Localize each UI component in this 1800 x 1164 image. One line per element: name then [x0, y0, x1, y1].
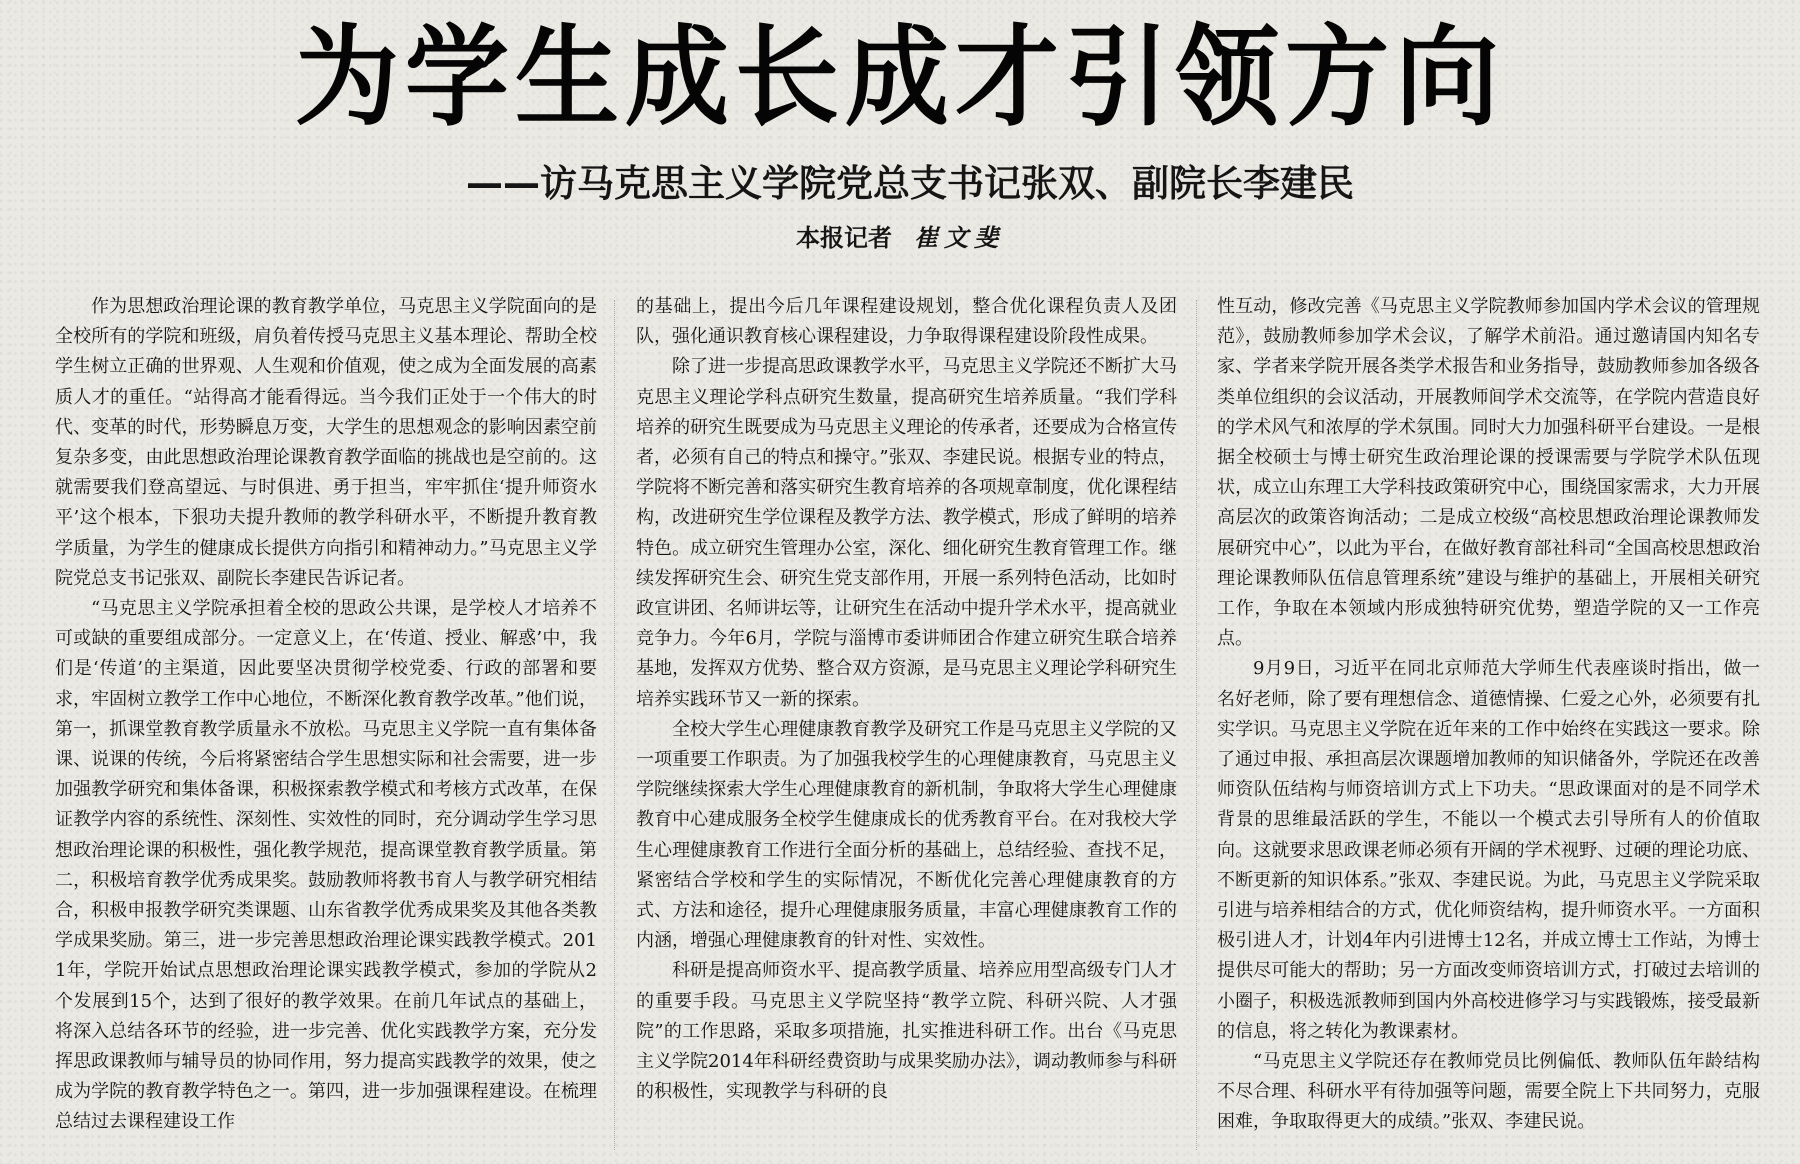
article-column-3	[1217, 292, 1760, 1158]
headline: 为学生成长成才引领方向	[294, 12, 1505, 142]
paragraph: “马克思主义学院承担着全校的思政公共课，是学校人才培养不可或缺的重要组成部分。一定意义上，在‘传道、授业、解惑’中，我们是‘传道’的主渠道，因此要坚决贯彻学校党委、行政的部署和要求，牢固树立教学工作中心地位，不断深化教育教学改革。”他们说，第一，抓课堂教育教学质量永不放松。马克思主义学院一直有集体备课、说课的传统，今后将紧密结合学生思想实际和社会需要，进一步加强教学研究和集体备课，积极探索教学模式和考核方式改革，在保证教学内容的系统性、深刻性、实效性的同时，充分调动学生学习思想政治理论课的积极性，强化教学规范，提高课堂教育教学质量。第二，积极培育教学优秀成果奖。鼓励教师将教书育人与教学研究相结合，积极申报教学研究类课题、山东省教学优秀成果奖及其他各类教学成果奖励。第三，进一步完善思想政治理论课实践教学模式。2011年，学院开始试点思想政治理论课实践教学模式，参加的学院从2个发展到15个，达到了很好的教学效果。在前几年试点的基础上，将深入总结各环节的经验，进一步完善、优化实践教学方案，充分发挥思政课教师与辅导员的协同作用，努力提高实践教学的效果，使之成为学院的教育教学特色之一。第四，进一步加强课程建设。在梳理总结过去课程建设工作	[55, 598, 597, 1133]
byline-reporter-name: 崔文斐	[914, 223, 1004, 252]
byline-label: 本报记者	[796, 223, 892, 252]
article-column-1	[55, 292, 597, 1158]
paragraph: “马克思主义学院还存在教师党员比例偏低、教师队伍年龄结构不尽合理、科研水平有待加强等问题，需要全院上下共同努力，克服困难，争取取得更大的成绩。”张双、李建民说。	[1217, 1051, 1760, 1133]
subtitle: ——访马克思主义学院党总支书记张双、副院长李建民	[466, 162, 1354, 205]
paragraph: 9月9日，习近平在同北京师范大学师生代表座谈时指出，做一名好老师，除了要有理想信念、道德情操、仁爱之心外，必须要有扎实学识。马克思主义学院在近年来的工作中始终在实践这一要求。除了通过申报、承担高层次课题增加教师的知识储备外，学院还在改善师资队伍结构与师资培训方式上下功夫。“思政课面对的是不同学术背景的思维最活跃的学生，不能以一个模式去引导所有人的价值取向。这就要求思政课老师必须有开阔的学术视野、过硬的理论功底、不断更新的知识体系。”张双、李建民说。为此，马克思主义学院采取引进与培养相结合的方式，优化师资结构，提升师资水平。一方面积极引进人才，计划4年内引进博士12名，并成立博士工作站，为博士提供尽可能大的帮助；另一方面改变师资培训方式，打破过去培训的小圈子，积极选派教师到国内外高校进修学习与实践锻炼，接受最新的信息，将之转化为教课素材。	[1217, 658, 1760, 1042]
byline	[0, 222, 1800, 254]
paragraph: 科研是提高师资水平、提高教学质量、培养应用型高级专门人才的重要手段。马克思主义学院坚持“教学立院、科研兴院、人才强院”的工作思路，采取多项措施，扎实推进科研工作。出台《马克思主义学院2014年科研经费资助与成果奖励办法》，调动教师参与科研的积极性，实现教学与科研的良	[636, 960, 1177, 1103]
paragraph: 全校大学生心理健康教育教学及研究工作是马克思主义学院的又一项重要工作职责。为了加强我校学生的心理健康教育，马克思主义学院继续探索大学生心理健康教育的新机制，争取将大学生心理健康教育中心建成服务全校学生健康成长的优秀教育平台。在对我校大学生心理健康教育工作进行全面分析的基础上，总结经验、查找不足，紧密结合学校和学生的实际情况，不断优化完善心理健康教育的方式、方法和途径，提升心理健康服务质量，丰富心理健康教育工作的内涵，增强心理健康教育的针对性、实效性。	[636, 718, 1177, 952]
column-divider	[1196, 300, 1197, 1150]
paragraph: 的基础上，提出今后几年课程建设规划，整合优化课程负责人及团队，强化通识教育核心课程建设，力争取得课程建设阶段性成果。	[636, 296, 1177, 348]
paragraph: 性互动，修改完善《马克思主义学院教师参加国内学术会议的管理规范》，鼓励教师参加学术会议，了解学术前沿。通过邀请国内知名专家、学者来学院开展各类学术报告和业务指导，鼓励教师参加各级各类单位组织的会议活动，开展教师间学术交流等，在学院内营造良好的学术风气和浓厚的学术氛围。同时大力加强科研平台建设。一是根据全校硕士与博士研究生政治理论课的授课需要与学院学术队伍现状，成立山东理工大学科技政策研究中心，围绕国家需求，大力开展高层次的政策咨询活动；二是成立校级“高校思想政治理论课教师发展研究中心”，以此为平台，在做好教育部社科司“全国高校思想政治理论课教师队伍信息管理系统”建设与维护的基础上，开展相关研究工作，争取在本领域内形成独特研究优势，塑造学院的又一工作亮点。	[1217, 296, 1760, 650]
paragraph: 除了进一步提高思政课教学水平，马克思主义学院还不断扩大马克思主义理论学科点研究生数量，提高研究生培养质量。“我们学科培养的研究生既要成为马克思主义理论的传承者，还要成为合格宣传者，必须有自己的特点和操守。”张双、李建民说。根据专业的特点，学院将不断完善和落实研究生教育培养的各项规章制度，优化课程结构，改进研究生学位课程及教学方法、教学模式，形成了鲜明的培养特色。成立研究生管理办公室，深化、细化研究生教育管理工作。继续发挥研究生会、研究生党支部作用，开展一系列特色活动，比如时政宣讲团、名师讲坛等，让研究生在活动中提升学术水平，提高就业竞争力。今年6月，学院与淄博市委讲师团合作建立研究生联合培养基地，发挥双方优势、整合双方资源，是马克思主义理论学科研究生培养实践环节又一新的探索。	[636, 356, 1177, 710]
paragraph: 作为思想政治理论课的教育教学单位，马克思主义学院面向的是全校所有的学院和班级，肩负着传授马克思主义基本理论、帮助全校学生树立正确的世界观、人生观和价值观，使之成为全面发展的高素质人才的重任。“站得高才能看得远。当今我们正处于一个伟大的时代、变革的时代，形势瞬息万变，大学生的思想观念的影响因素空前复杂多变，由此思想政治理论课教育教学面临的挑战也是空前的。这就需要我们登高望远、与时俱进、勇于担当，牢牢抓住‘提升师资水平’这个根本，下狠功夫提升教师的教学科研水平，不断提升教育教学质量，为学生的健康成长提供方向指引和精神动力。”马克思主义学院党总支书记张双、副院长李建民告诉记者。	[55, 296, 597, 589]
column-divider	[614, 300, 615, 1150]
article-column-2	[636, 292, 1177, 1158]
